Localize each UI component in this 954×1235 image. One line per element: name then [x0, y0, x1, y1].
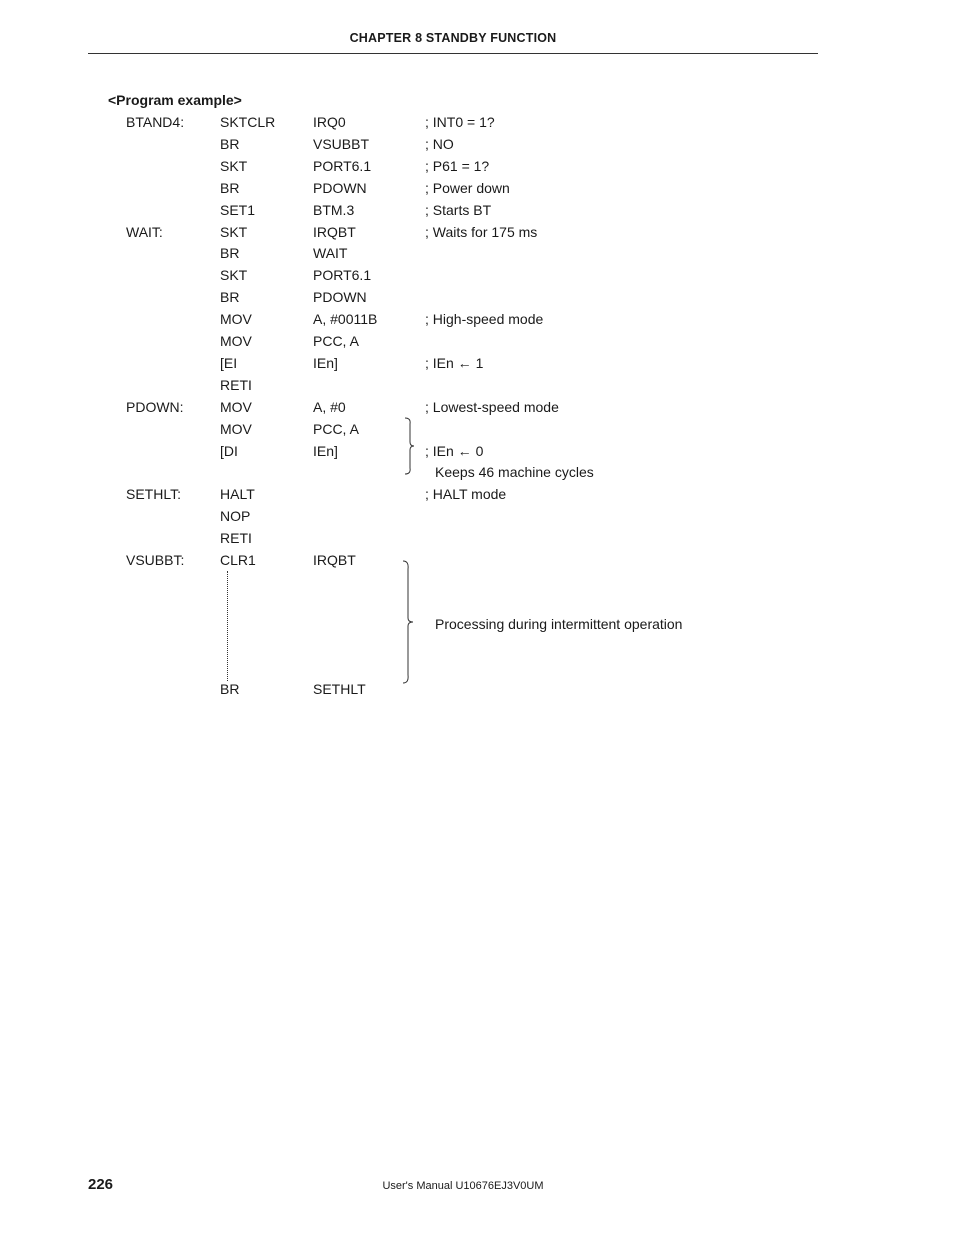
line-operand: WAIT	[313, 245, 348, 262]
small-brace	[403, 418, 415, 474]
code-line	[0, 398, 954, 420]
line-opcode: BR	[220, 681, 240, 697]
manual-id: User's Manual U10676EJ3V0UM	[382, 1180, 544, 1192]
line-opcode: MOV	[220, 333, 252, 349]
line-opcode: BR	[220, 245, 240, 262]
line-operand: A, #0	[313, 398, 346, 415]
code-line	[0, 442, 954, 464]
line-operand: PCC, A	[313, 420, 359, 437]
line-operand: A, #0011B	[313, 311, 378, 328]
line-operand: IRQ0	[313, 114, 346, 130]
code-line	[0, 179, 954, 201]
line-comment: ; IEn ← 1	[425, 354, 484, 371]
line-opcode: SKT	[220, 157, 248, 174]
line-label: WAIT:	[126, 223, 163, 240]
chapter-header: CHAPTER 8 STANDBY FUNCTION	[349, 31, 557, 45]
line-opcode: BR	[220, 135, 240, 152]
line-comment: ; Starts BT	[425, 201, 492, 218]
final-code-line	[0, 680, 954, 702]
line-opcode: SKT	[220, 223, 248, 240]
line-comment: ; IEn ← 0	[425, 442, 484, 459]
code-line	[0, 244, 954, 266]
line-opcode: CLR1	[220, 552, 256, 568]
line-comment: ; Lowest-speed mode	[425, 398, 559, 415]
processing-note: Processing during intermittent operation	[435, 616, 683, 632]
code-line	[0, 201, 954, 223]
code-line	[0, 113, 954, 135]
line-note: Keeps 46 machine cycles	[435, 464, 594, 481]
line-opcode: SKTCLR	[220, 114, 276, 130]
line-opcode: [EI	[220, 354, 238, 371]
code-line	[0, 463, 954, 485]
line-opcode: NOP	[220, 508, 251, 525]
code-line	[0, 376, 954, 398]
line-opcode: BR	[220, 179, 240, 196]
line-comment: ; NO	[425, 135, 454, 152]
code-line	[0, 332, 954, 354]
line-comment: ; Power down	[425, 179, 510, 196]
code-line	[0, 485, 954, 507]
section-title: <Program example>	[108, 92, 242, 108]
line-opcode: MOV	[220, 311, 252, 328]
code-line	[0, 310, 954, 332]
line-opcode: SKT	[220, 267, 248, 284]
line-label: BTAND4:	[126, 114, 185, 130]
page-number: 226	[88, 1176, 114, 1193]
line-comment: ; INT0 = 1?	[425, 114, 495, 130]
line-comment: ; P61 = 1?	[425, 157, 490, 174]
line-opcode: HALT	[220, 486, 255, 503]
line-operand: IEn]	[313, 442, 338, 459]
line-opcode: RETI	[220, 376, 252, 393]
line-operand: SETHLT	[313, 681, 366, 697]
code-line	[0, 529, 954, 551]
processing-note-row	[0, 615, 954, 637]
line-operand: PDOWN	[313, 179, 367, 196]
code-line	[0, 420, 954, 442]
line-label: VSUBBT:	[126, 552, 185, 568]
line-opcode: RETI	[220, 530, 252, 547]
header-rule	[88, 53, 818, 54]
line-operand: IRQBT	[313, 552, 356, 568]
line-opcode: BR	[220, 289, 240, 306]
line-operand: VSUBBT	[313, 135, 370, 152]
line-comment: ; High-speed mode	[425, 311, 544, 328]
line-operand: PORT6.1	[313, 267, 372, 284]
line-operand: PDOWN	[313, 289, 367, 306]
line-label: PDOWN:	[126, 398, 184, 415]
line-opcode: MOV	[220, 420, 252, 437]
code-line	[0, 157, 954, 179]
line-operand: IEn]	[313, 354, 338, 371]
line-opcode: [DI	[220, 442, 238, 459]
line-operand: IRQBT	[313, 223, 356, 240]
code-line	[0, 266, 954, 288]
line-operand: PCC, A	[313, 333, 359, 349]
line-opcode: MOV	[220, 398, 252, 415]
line-label: SETHLT:	[126, 486, 181, 503]
code-line	[0, 135, 954, 157]
line-opcode: SET1	[220, 201, 256, 218]
code-line	[0, 288, 954, 310]
code-line	[0, 354, 954, 376]
code-line	[0, 507, 954, 529]
code-line	[0, 551, 954, 573]
line-comment: ; Waits for 175 ms	[425, 223, 538, 240]
line-comment: ; HALT mode	[425, 486, 507, 503]
line-operand: BTM.3	[313, 201, 355, 218]
code-line	[0, 223, 954, 245]
line-operand: PORT6.1	[313, 157, 372, 174]
